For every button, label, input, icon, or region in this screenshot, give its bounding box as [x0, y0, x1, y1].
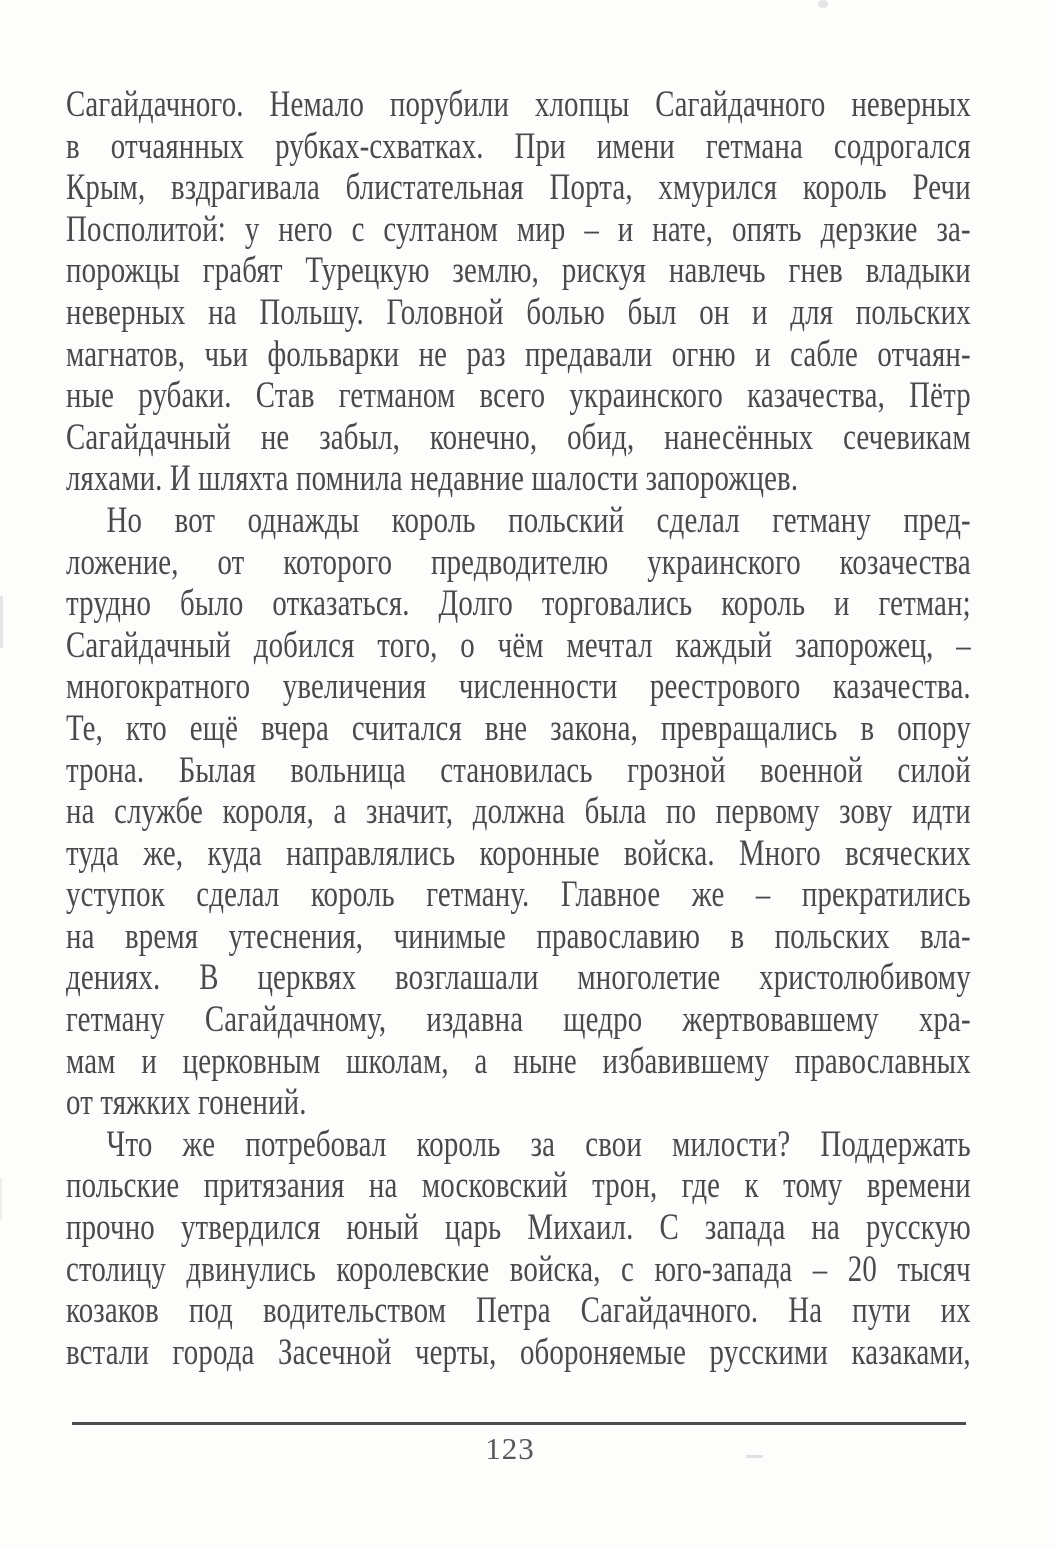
scan-artifact-streak — [0, 596, 3, 648]
footer-rule — [72, 1422, 966, 1425]
text-line: Посполитой: у него с султаном мир – и нате, опять дерзкие за- — [66, 208, 971, 250]
text-line: порожцы грабят Турецкую землю, рискуя навлечь гнев владыки — [66, 250, 971, 292]
text-line: туда же, куда направлялись коронные войска. Много всяческих — [66, 832, 971, 874]
text-line: неверных на Польшу. Головной болью был он и для польских — [66, 291, 971, 333]
text-line: встали города Засечной черты, обороняемые русскими казаками, — [66, 1331, 971, 1373]
text-line: в отчаянных рубках-схватках. При имени гетмана содрогался — [66, 125, 971, 167]
page-number: 123 — [485, 1431, 535, 1466]
text-line: на службе короля, а значит, должна была по первому зову идти — [66, 791, 971, 833]
text-line: трона. Былая вольница становилась грозной военной силой — [66, 749, 971, 791]
text-line: ляхами. И шляхта помнила недавние шалости запорожцев. — [66, 458, 799, 500]
text-line: ные рубаки. Став гетманом всего украинского казачества, Пётр — [66, 375, 971, 417]
text-line: на время утеснения, чинимые православию в польских вла- — [66, 915, 971, 957]
text-line: уступок сделал король гетману. Главное же – прекратились — [66, 874, 971, 916]
text-line: прочно утвердился юный царь Михаил. С запада на русскую — [66, 1207, 971, 1249]
page-text-block — [66, 84, 972, 1373]
text-line: Но вот однажды король польский сделал гетману пред- — [106, 499, 971, 541]
text-line: дениях. В церквях возглашали многолетие христолюбивому — [66, 957, 971, 999]
scan-artifact-streak — [0, 1178, 2, 1220]
text-line: Что же потребовал король за свои милости? Поддержать — [106, 1123, 971, 1165]
text-line: гетману Сагайдачному, издавна щедро жертвовавшему хра- — [66, 999, 971, 1041]
text-line: магнатов, чьи фольварки не раз предавали огню и сабле отчаян- — [66, 333, 971, 375]
text-line: трудно было отказаться. Долго торговались король и гетман; — [66, 583, 971, 625]
text-line: польские притязания на московский трон, где к тому времени — [66, 1165, 971, 1207]
text-line: Сагайдачный добился того, о чём мечтал каждый запорожец, – — [66, 624, 971, 666]
text-line: Сагайдачного. Немало порубили хлопцы Сагайдачного неверных — [66, 84, 971, 125]
text-line: козаков под водительством Петра Сагайдачного. На пути их — [66, 1290, 971, 1332]
text-line: мам и церковным школам, а ныне избавившему православных — [66, 1040, 971, 1082]
text-line: от тяжких гонений. — [66, 1082, 307, 1124]
text-line: Сагайдачный не забыл, конечно, обид, нанесённых сечевикам — [66, 416, 971, 458]
text-line: ложение, от которого предводителю украинского козачества — [66, 541, 971, 583]
text-line: многократного увеличения численности реестрового казачества. — [66, 666, 971, 708]
text-line: Крым, вздрагивала блистательная Порта, хмурился король Речи — [66, 167, 971, 209]
text-line: Те, кто ещё вчера считался вне закона, превращались в опору — [66, 707, 971, 749]
text-line: столицу двинулись королевские войска, с юго-запада – 20 тысяч — [66, 1248, 971, 1290]
scan-artifact-speck — [818, 0, 828, 8]
scan-artifact-dash — [746, 1455, 763, 1458]
